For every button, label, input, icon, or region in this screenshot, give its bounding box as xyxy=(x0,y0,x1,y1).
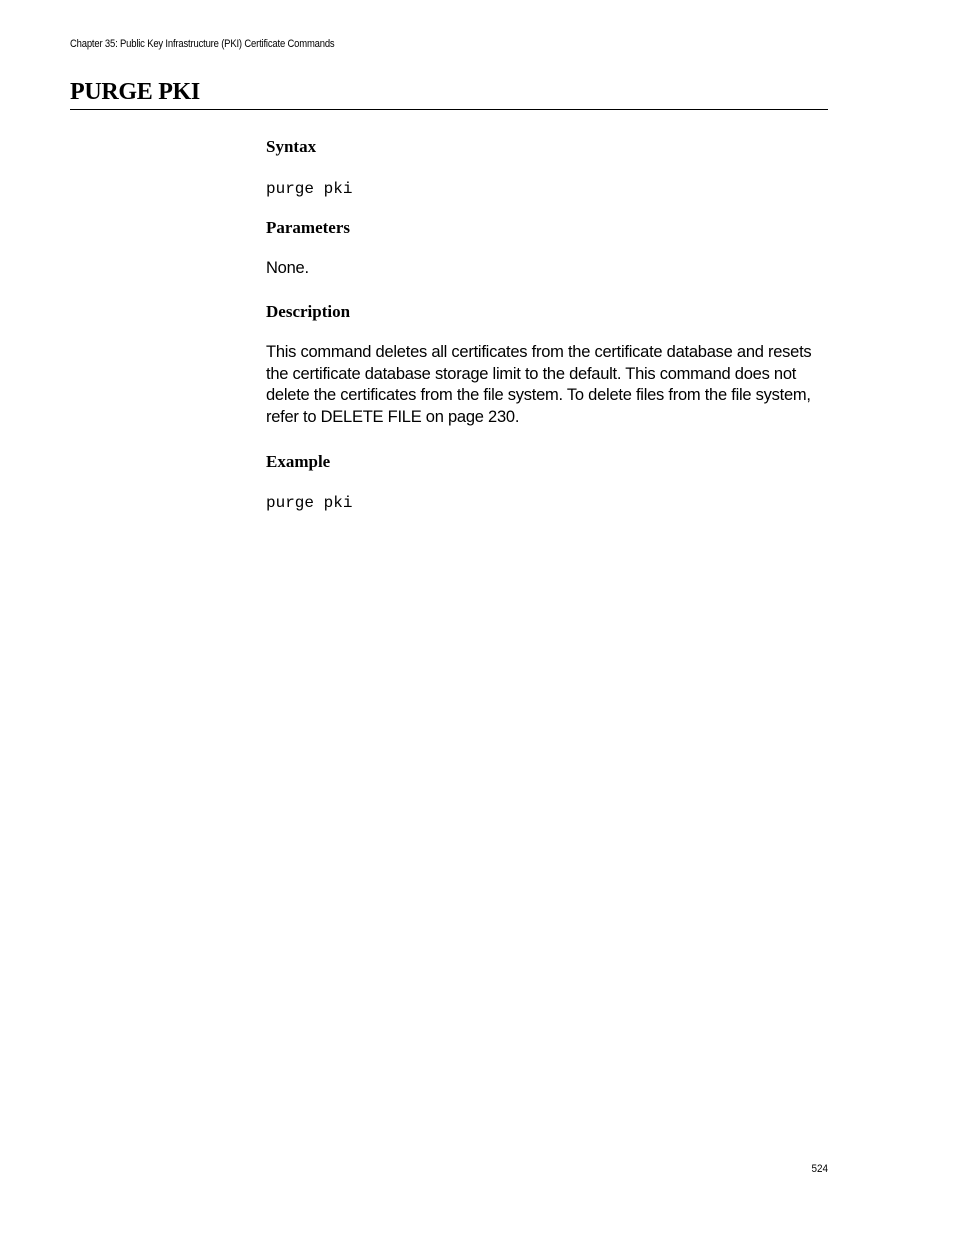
page-title: PURGE PKI xyxy=(70,79,200,105)
syntax-heading: Syntax xyxy=(266,137,317,156)
example-heading: Example xyxy=(266,452,331,471)
description-text: This command deletes all certificates from the certificate database and resets the certificate database storage limit to the default. This command does not delete the certificates from the file system. To delete files from the file system, refer to DELETE FILE on page 230. xyxy=(266,343,812,426)
description-heading: Description xyxy=(266,302,351,321)
page-number: 524 xyxy=(811,1163,828,1175)
running-header: Chapter 35: Public Key Infrastructure (PKI) Certificate Commands xyxy=(70,38,335,50)
title-divider xyxy=(70,109,828,110)
example-code: purge pki xyxy=(266,494,353,512)
syntax-code: purge pki xyxy=(266,180,353,198)
parameters-text: None. xyxy=(266,259,309,277)
parameters-heading: Parameters xyxy=(266,218,351,237)
